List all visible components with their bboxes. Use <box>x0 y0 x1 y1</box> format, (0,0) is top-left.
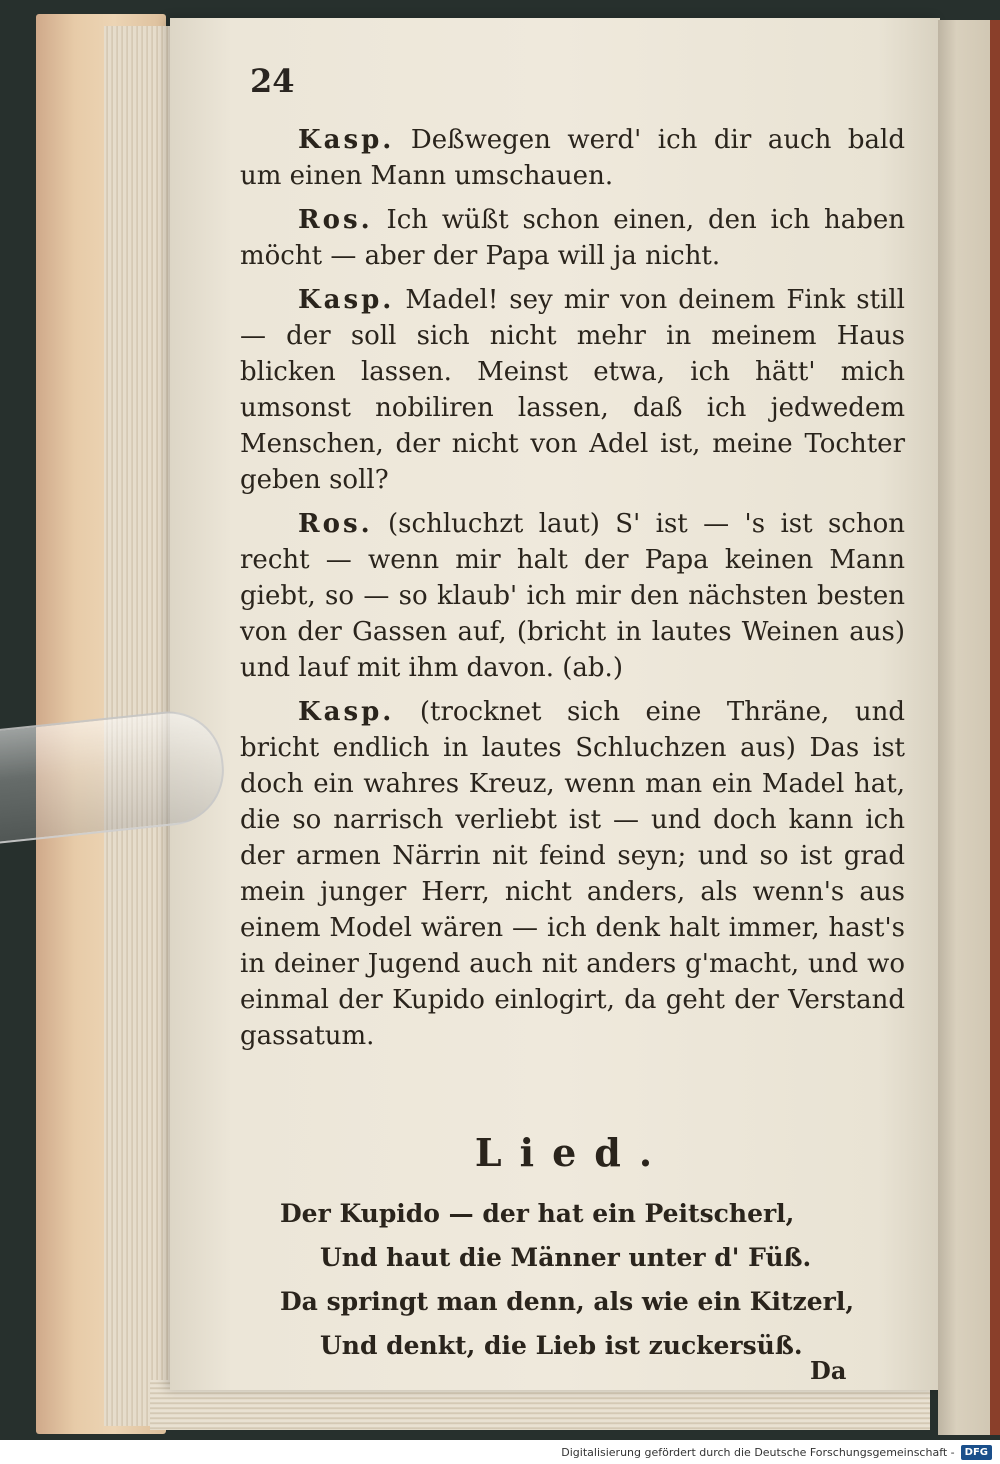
dialogue-paragraph <box>240 506 905 686</box>
dialogue-paragraph <box>240 202 905 274</box>
speech-text: (trocknet sich eine Thräne, und bricht endlich in lautes Schluchzen aus) Das ist doch ein wahres Kreuz, wenn man ein Madel hat, die so narrisch verliebt ist — und doch kann ich der armen Närrin nit feind seyn; und so ist grad mein junger Herr, nicht anders, als wenn's aus einem Model wären — ich denk halt immer, hast's in deiner Jugend auch nit anders g'macht, und wo einmal der Kupido einlogirt, da geht der Verstand gassatum. <box>240 697 905 1051</box>
dfg-logo: DFG <box>961 1445 992 1460</box>
song-title: Lied. <box>474 1130 671 1175</box>
speaker-name: Kasp. <box>298 125 395 155</box>
speaker-name: Ros. <box>298 205 373 235</box>
dialogue-text <box>240 122 905 1062</box>
dialogue-paragraph <box>240 694 905 1054</box>
verse-line: Und haut die Männer unter d' Füß. <box>320 1243 812 1272</box>
footer-credit: Digitalisierung gefördert durch die Deutsche Forschungsgemeinschaft - <box>561 1445 955 1459</box>
verse-line: Der Kupido — der hat ein Peitscherl, <box>280 1199 795 1228</box>
speech-text: Madel! sey mir von deinem Fink still — der soll sich nicht mehr in meinem Haus blicken lassen. Meinst etwa, ich hätt' mich umsonst nobiliren lassen, daß ich jedwedem Menschen, der nicht von Adel ist, meine Tochter geben soll? <box>240 285 905 495</box>
speech-text: Ich wüßt schon einen, den ich haben möcht — aber der Papa will ja nicht. <box>240 205 905 271</box>
verse-line: Da springt man denn, als wie ein Kitzerl, <box>280 1287 855 1316</box>
speech-text: (schluchzt laut) S' ist — 's ist schon recht — wenn mir halt der Papa keinen Mann giebt, so — so klaub' ich mir den nächsten besten von der Gassen auf, (bricht in lautes Weinen aus) und lauf mit ihm davon. (ab.) <box>240 509 905 683</box>
catchword: Da <box>810 1356 847 1385</box>
speaker-name: Kasp. <box>298 285 395 315</box>
footer-bar <box>0 1440 1000 1464</box>
speaker-name: Ros. <box>298 509 373 539</box>
speaker-name: Kasp. <box>298 697 395 727</box>
dialogue-paragraph <box>240 282 905 498</box>
verse-line: Und denkt, die Lieb ist zuckersüß. <box>320 1331 803 1360</box>
facing-page-edge <box>938 20 1000 1435</box>
speech-text: Deßwegen werd' ich dir auch bald um einen Mann umschauen. <box>240 125 905 191</box>
page-number: 24 <box>250 62 295 100</box>
song-verse <box>280 1192 900 1368</box>
dialogue-paragraph <box>240 122 905 194</box>
